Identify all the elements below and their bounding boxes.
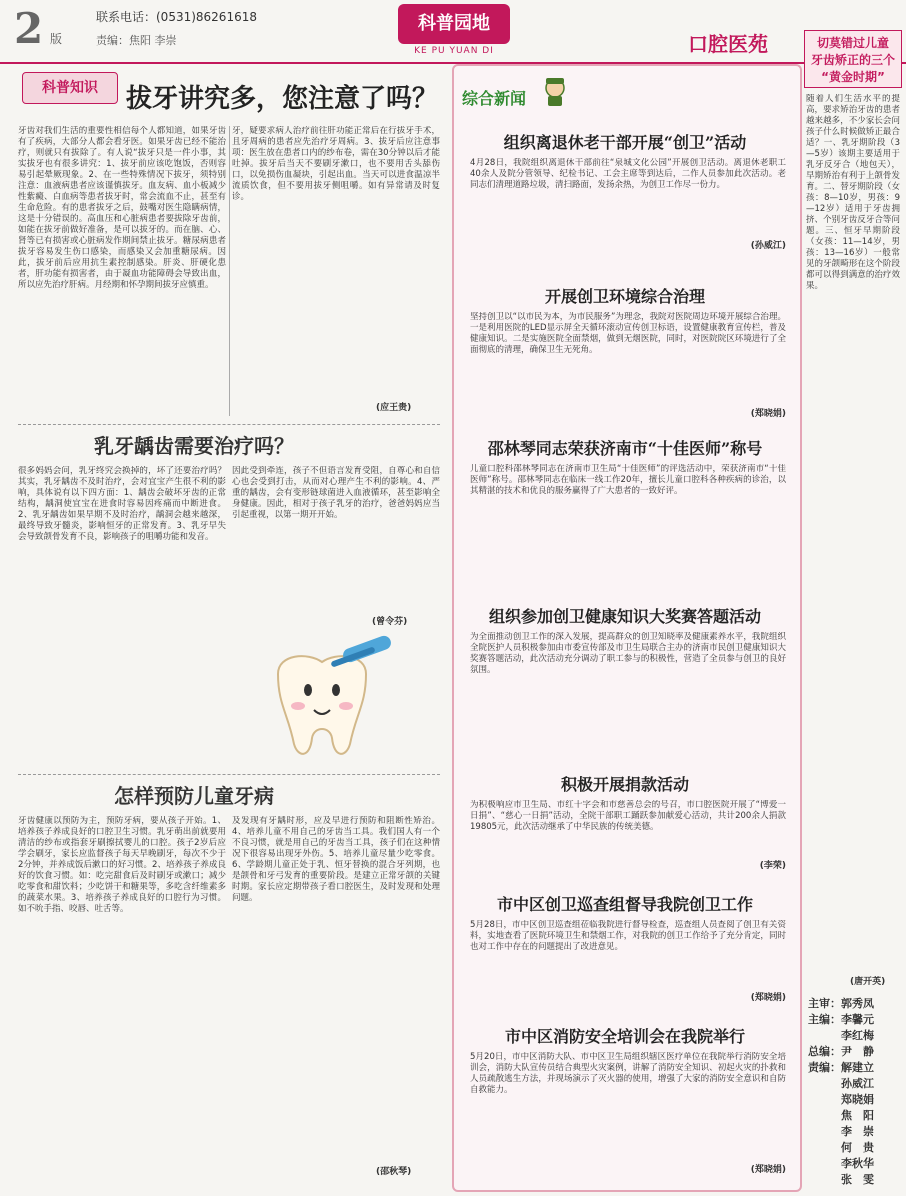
contact-phone: 联系电话：(0531)86261618 [96, 10, 257, 24]
article3-author: (邵秋琴) [376, 1167, 412, 1177]
news-title-4: 组织参加创卫健康知识大奖赛答题活动 [488, 607, 761, 626]
news-body-2: 坚持创卫以“以市民为本，为市民服务”为理念，我院对医院周边环境开展综合治理。一是利用医院的LED显示屏全天循环滚动宣传创卫标语，设置健康教育宣传栏，普及健康知识。二是实施医院全面禁烟，做到无烟医院，同时，对医院院区环境进行了全面彻底的清理，确保卫生无死角。 [470, 312, 786, 355]
credit-line: 总编：尹 静 [808, 1045, 874, 1058]
news-title-2: 开展创卫环境综合治理 [544, 287, 705, 306]
news-title-5: 积极开展捐款活动 [560, 775, 689, 794]
news-author-5: (李荣) [759, 861, 786, 871]
news-tag: 综合新闻 [462, 89, 527, 108]
credit-line: 焦 阳 [808, 1109, 874, 1122]
credit-line: 李红梅 [808, 1029, 874, 1042]
article-divider [18, 774, 440, 775]
masthead-pinyin: KE PU YUAN DI [414, 46, 494, 56]
article1-col2: 牙，疑要求病人治疗前往肝功能正常后在行拔牙手术，且牙周病的患者应先治疗牙周病。3、拔牙后应注意事项：医生放在患者口内的纱布卷，需在30分钟以后才能吐掉。拔牙后当天不要刷牙漱口，也不要用舌头舔伤口，以免损伤血凝块，引起出血。当天可以进食温凉半流质饮食，但不要用拔牙侧咀嚼。如有异常请及时复诊。 [232, 126, 440, 202]
masthead-title: 科普园地 [398, 4, 510, 44]
column-rule [229, 126, 230, 416]
article2-col1: 很多妈妈会问，乳牙终究会换掉的，坏了还要治疗吗？其实，乳牙龋齿不及时治疗，会对宜宝产生很不利的影响，具体说有以下四方面：1、龋齿会破坏牙齿的正常结构，龋洞使宜宝在进食时容易因疼痛而中断进食。2、乳牙龋齿如果早期不及时治疗，龋洞会越来越深，最终导致牙髓炎，影响恒牙的正常发育。3、乳牙早失会导致颌骨发育不良，影响孩子的咀嚼功能和发音。 [18, 466, 226, 542]
news-author-7: (郑晓娟) [750, 1165, 786, 1175]
page-number: 2 [14, 4, 44, 53]
credit-line: 李 崇 [808, 1125, 874, 1138]
sidebar-article: 随着人们生活水平的提高，要求矫治牙齿的患者越来越多，不少家长会问孩子什么时候做矫正最合适？一、乳牙期阶段（3—5岁）该期主要适用于乳牙反牙合（地包天），早期矫治有利于上颌骨发育。二、替牙期阶段（女孩：8—10岁，男孩：9—12岁）适用于牙齿拥挤、个别牙齿反牙合等问题。三、恒牙早期阶段（女孩：11—14岁，男孩：13—16岁）一般常见的牙颌畸形在这个阶段都可以得到满意的治疗效果。 [806, 94, 900, 291]
credit-line: 何 贵 [808, 1141, 874, 1154]
article1-title: 拔牙讲究多，您注意了吗？ [126, 84, 439, 114]
page-unit: 版 [50, 32, 63, 46]
news-body-5: 为积极响应市卫生局、市红十字会和市慈善总会的号召，市口腔医院开展了“博爱一日捐”、“慈心一日捐”活动，全院干部职工踊跃参加献爱心活动，共计200余人捐款19805元，此次活动继承了中华民族的传统美德。 [470, 800, 786, 832]
sidebar-heading [804, 30, 902, 88]
page-header [0, 0, 906, 64]
sidebar-heading-line: 切莫错过儿童 [816, 36, 889, 50]
article2-col2: 因此受到牵连，孩子不但语言发育受阻，自尊心和自信心也会受到打击，从而对心理产生不利的影响。4、严重的龋齿，会有变形链球菌进入血液循环，甚至影响全身健康。因此，相对于孩子乳牙的治疗，爸爸妈妈应当引起重视，以第一期开开始。 [232, 466, 440, 520]
news-author-1: (孙威江) [750, 241, 786, 251]
sidebar-author: (唐开英) [850, 977, 886, 987]
article2-author: (曾令芬) [372, 617, 408, 627]
credit-line: 张 雯 [808, 1173, 874, 1186]
news-body-7: 5月20日，市中区消防大队、市中区卫生局组织辖区医疗单位在我院举行消防安全培训会，消防大队宣传员结合典型火灾案例，讲解了消防安全知识、初起火灾的扑救和人员疏散逃生方法，并现场演示了灭火器的使用，增强了大家的消防安全意识和自防自救能力。 [470, 1052, 786, 1095]
article1-author: (应王贵) [376, 403, 412, 413]
credit-line: 主审：郭秀凤 [808, 997, 874, 1010]
news-body-3: 儿童口腔科邵林琴同志在济南市卫生局“十佳医师”的评选活动中，荣获济南市“十佳医师”称号。邵林琴同志在临床一线工作20年，擅长儿童口腔科各种疾病的诊治，以其精湛的技术和优良的服务赢得了广大患者的一致好评。 [470, 464, 786, 496]
news-author-2: (郑晓娟) [750, 409, 786, 419]
credit-line: 李秋华 [808, 1157, 874, 1170]
article2-title: 乳牙龋齿需要治疗吗？ [94, 434, 294, 458]
section-label: 科普知识 [22, 72, 118, 104]
news-title-1: 组织离退休老干部开展“创卫”活动 [503, 133, 747, 152]
news-body-1: 4月28日，我院组织离退休干部前往“泉城文化公园”开展创卫活动。离退休老职工40余人及院分管领导、纪检书记、工会主席等到达后，二作人员参加此次活动。老同志们清理道路垃圾，清扫路面，发扬余热，为创卫工作尽一份力。 [470, 158, 786, 190]
sidebar-heading-line: 牙齿矫正的三个 [810, 53, 895, 67]
brand-title: 口腔医苑 [688, 32, 768, 56]
credit-line: 主编：李馨元 [808, 1013, 874, 1026]
news-title-3: 邵林琴同志荣获济南市“十佳医师”称号 [487, 439, 763, 458]
tooth-cartoon-icon [238, 634, 406, 764]
editorial-credits [808, 996, 900, 1188]
article-divider [18, 424, 440, 425]
article3-col1: 牙齿健康以预防为主，预防牙病，要从孩子开始。1、培养孩子养成良好的口腔卫生习惯。乳牙萌出前就要用清洁的纱布或指套牙刷擦拭婴儿的口腔。孩子2岁后应学会刷牙，家长应监督孩子每天早晚刷牙，每次不少于2分钟，并养成饭后漱口的好习惯。2、培养孩子养成良好的饮食习惯。如：吃完甜食后及时刷牙或漱口；减少吃零食和甜饮料；少吃饼干和糖果等，多吃含纤维素多的蔬菜水果。3、培养孩子养成良好的口腔行为习惯。如不吮手指、咬唇、吐舌等。 [18, 816, 226, 914]
article3-title: 怎样预防儿童牙病 [114, 784, 274, 808]
credit-line: 责编：解建立 [808, 1061, 874, 1074]
news-body-6: 5月28日，市中区创卫巡查组莅临我院进行督导检查，巡查组人员查阅了创卫有关资料，实地查看了医院环境卫生和禁烟工作，对我院的创卫工作给予了充分肯定，同时也对工作中存在的问题提出了改进意见。 [470, 920, 786, 952]
sidebar-heading-line: “黄金时期” [821, 70, 885, 84]
credit-line: 孙威江 [808, 1077, 874, 1090]
article3-col2: 及发现有牙龋时形，应及早进行预防和阻断性矫治。4、培养儿童不用自己的牙齿当工具。我们国人有一个不良习惯，就是用自己的牙齿当工具，孩子们在这种情况下很容易出现牙外伤。5、培养儿童尽量少吃零食。6、学龄期儿童正处于乳、恒牙替换的混合牙列期，也是颌骨和牙弓发育的重要阶段。是建立正常牙颌的关键时期。家长应定期带孩子看口腔医生，及时发现和处理问题。 [232, 816, 440, 903]
soldier-mascot-icon [538, 74, 572, 108]
header-editors: 责编：焦阳 李崇 [96, 34, 177, 47]
credit-line: 郑晓娟 [808, 1093, 874, 1106]
news-body-4: 为全面推动创卫工作的深入发展，提高群众的创卫知晓率及健康素养水平，我院组织全院医护人员积极参加由市委宣传部及市卫生局联合主办的济南市民创卫健康知识大奖赛答题活动，此次活动充分调动了职工参与的积极性，营造了全员参与创卫的良好氛围。 [470, 632, 786, 675]
article1-col1: 牙齿对我们生活的重要性相信每个人都知道，如果牙齿有了疾病，大部分人都会看牙医。如果牙齿已经不能治疗，则就只有拔除了。有人说“拔牙只是一件小事，其实拔牙也有很多讲究：1、拔牙前应该吃饱饭，否则容易引起晕厥现象。2、在一些特殊情况下拔牙，须特别注意：血液病患者应该谨慎拔牙。血友病、血小板减少性紫癜、白血病等患者拔牙时，常会流血不止，甚至有生命危险。有的患者拔牙之后，鼓嘴对医生隐瞒病情，这是十分错误的。高血压和心脏病患者要拔除牙齿前，如能在拔牙前做好准备，是可以拔牙的。而在脑、心、肾等已有损害或心脏病发作期间禁止拔牙。糖尿病患者拔牙容易发生伤口感染，而感染又会加重糖尿病。因此，拔牙前后应用抗生素控制感染。肝炎、肝硬化患者，肝功能有损害者，由于凝血功能障碍会导致出血，所以应先治疗肝病。月经期和怀孕期间拔牙应慎重。 [18, 126, 226, 290]
news-author-6: (郑晓娟) [750, 993, 786, 1003]
news-title-6: 市中区创卫巡查组督导我院创卫工作 [496, 895, 753, 914]
news-title-7: 市中区消防安全培训会在我院举行 [504, 1027, 745, 1046]
